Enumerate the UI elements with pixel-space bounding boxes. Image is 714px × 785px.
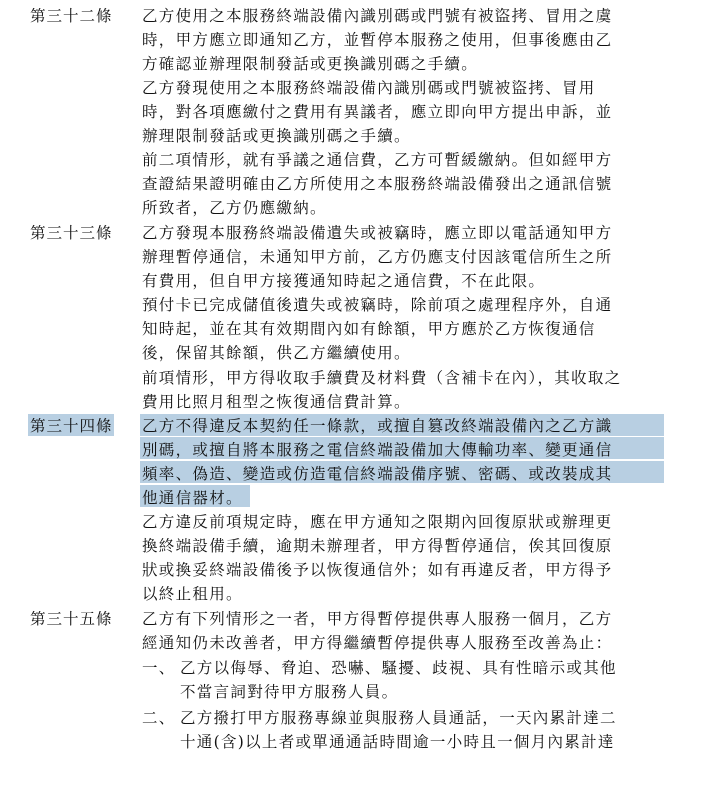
text-line: 時，對各項應繳付之費用有異議者，應立即向甲方提出申訴，並	[142, 103, 613, 121]
text-line: 乙方發現本服務終端設備遺失或被竊時，應立即以電話通知甲方	[142, 224, 613, 242]
text-line: 十通(含)以上者或單通通話時間逾一小時且一個月內累計達	[180, 733, 615, 751]
text-line: 乙方違反前項規定時，應在甲方通知之限期內回復原狀或辦理更	[142, 513, 613, 531]
article-title: 第三十三條	[30, 224, 113, 242]
text-line: 經通知仍未改善者，甲方得繼續暫停提供專人服務至改善為止：	[142, 634, 613, 652]
text-line: 乙方使用之本服務終端設備內識別碼或門號有被盜拷、冒用之虞	[142, 7, 613, 25]
list-marker: 一、	[142, 659, 176, 677]
text-line: 以終止租用。	[142, 585, 243, 603]
article-title: 第三十五條	[30, 610, 113, 628]
text-line: 他通信器材。	[142, 489, 243, 507]
text-line: 頻率、偽造、變造或仿造電信終端設備序號、密碼、或改裝成其	[142, 465, 613, 483]
text-line: 乙方以侮辱、脅迫、恐嚇、騷擾、歧視、具有性暗示或其他	[180, 659, 617, 677]
text-line: 別碼，或擅自將本服務之電信終端設備加大傳輸功率、變更通信	[142, 441, 613, 459]
text-line: 所致者，乙方仍應繳納。	[142, 199, 327, 217]
text-line: 知時起，並在其有效期間內如有餘額，甲方應於乙方恢復通信	[142, 320, 596, 338]
text-line: 費用比照月租型之恢復通信費計算。	[142, 393, 411, 411]
text-line: 預付卡已完成儲值後遺失或被竊時，除前項之處理程序外，自通	[142, 296, 613, 314]
text-line: 換終端設備手續，逾期未辦理者，甲方得暫停通信，俟其回復原	[142, 537, 613, 555]
text-line: 方確認並辦理限制發話或更換識別碼之手續。	[142, 55, 479, 73]
article-title: 第三十二條	[30, 7, 113, 25]
text-line: 前項情形，甲方得收取手續費及材料費（含補卡在內），其收取之	[142, 369, 622, 387]
text-line: 不當言詞對待甲方服務人員。	[180, 683, 399, 701]
text-line: 乙方不得違反本契約任一條款，或擅自篡改終端設備內之乙方識	[142, 417, 613, 435]
text-line: 乙方撥打甲方服務專線並與服務人員通話，一天內累計達二	[180, 709, 617, 727]
text-line: 前二項情形，就有爭議之通信費，乙方可暫緩繳納。但如經甲方	[142, 151, 613, 169]
text-line: 乙方發現使用之本服務終端設備內識別碼或門號被盜拷、冒用	[142, 79, 596, 97]
text-line: 有費用，但自甲方接獲通知時起之通信費，不在此限。	[142, 272, 546, 290]
article-title: 第三十四條	[30, 417, 113, 435]
text-line: 後，保留其餘額，供乙方繼續使用。	[142, 344, 411, 362]
text-line: 辦理限制發話或更換識別碼之手續。	[142, 127, 411, 145]
list-marker: 二、	[142, 709, 176, 727]
text-line: 辦理暫停通信，未通知甲方前，乙方仍應支付因該電信所生之所	[142, 248, 613, 266]
text-line: 時，甲方應立即通知乙方，並暫停本服務之使用，但事後應由乙	[142, 31, 613, 49]
text-line: 查證結果證明確由乙方所使用之本服務終端設備發出之通訊信號	[142, 175, 613, 193]
text-line: 乙方有下列情形之一者，甲方得暫停提供專人服務一個月，乙方	[142, 610, 613, 628]
text-line: 狀或換妥終端設備後予以恢復通信外；如有再違反者，甲方得予	[142, 561, 613, 579]
